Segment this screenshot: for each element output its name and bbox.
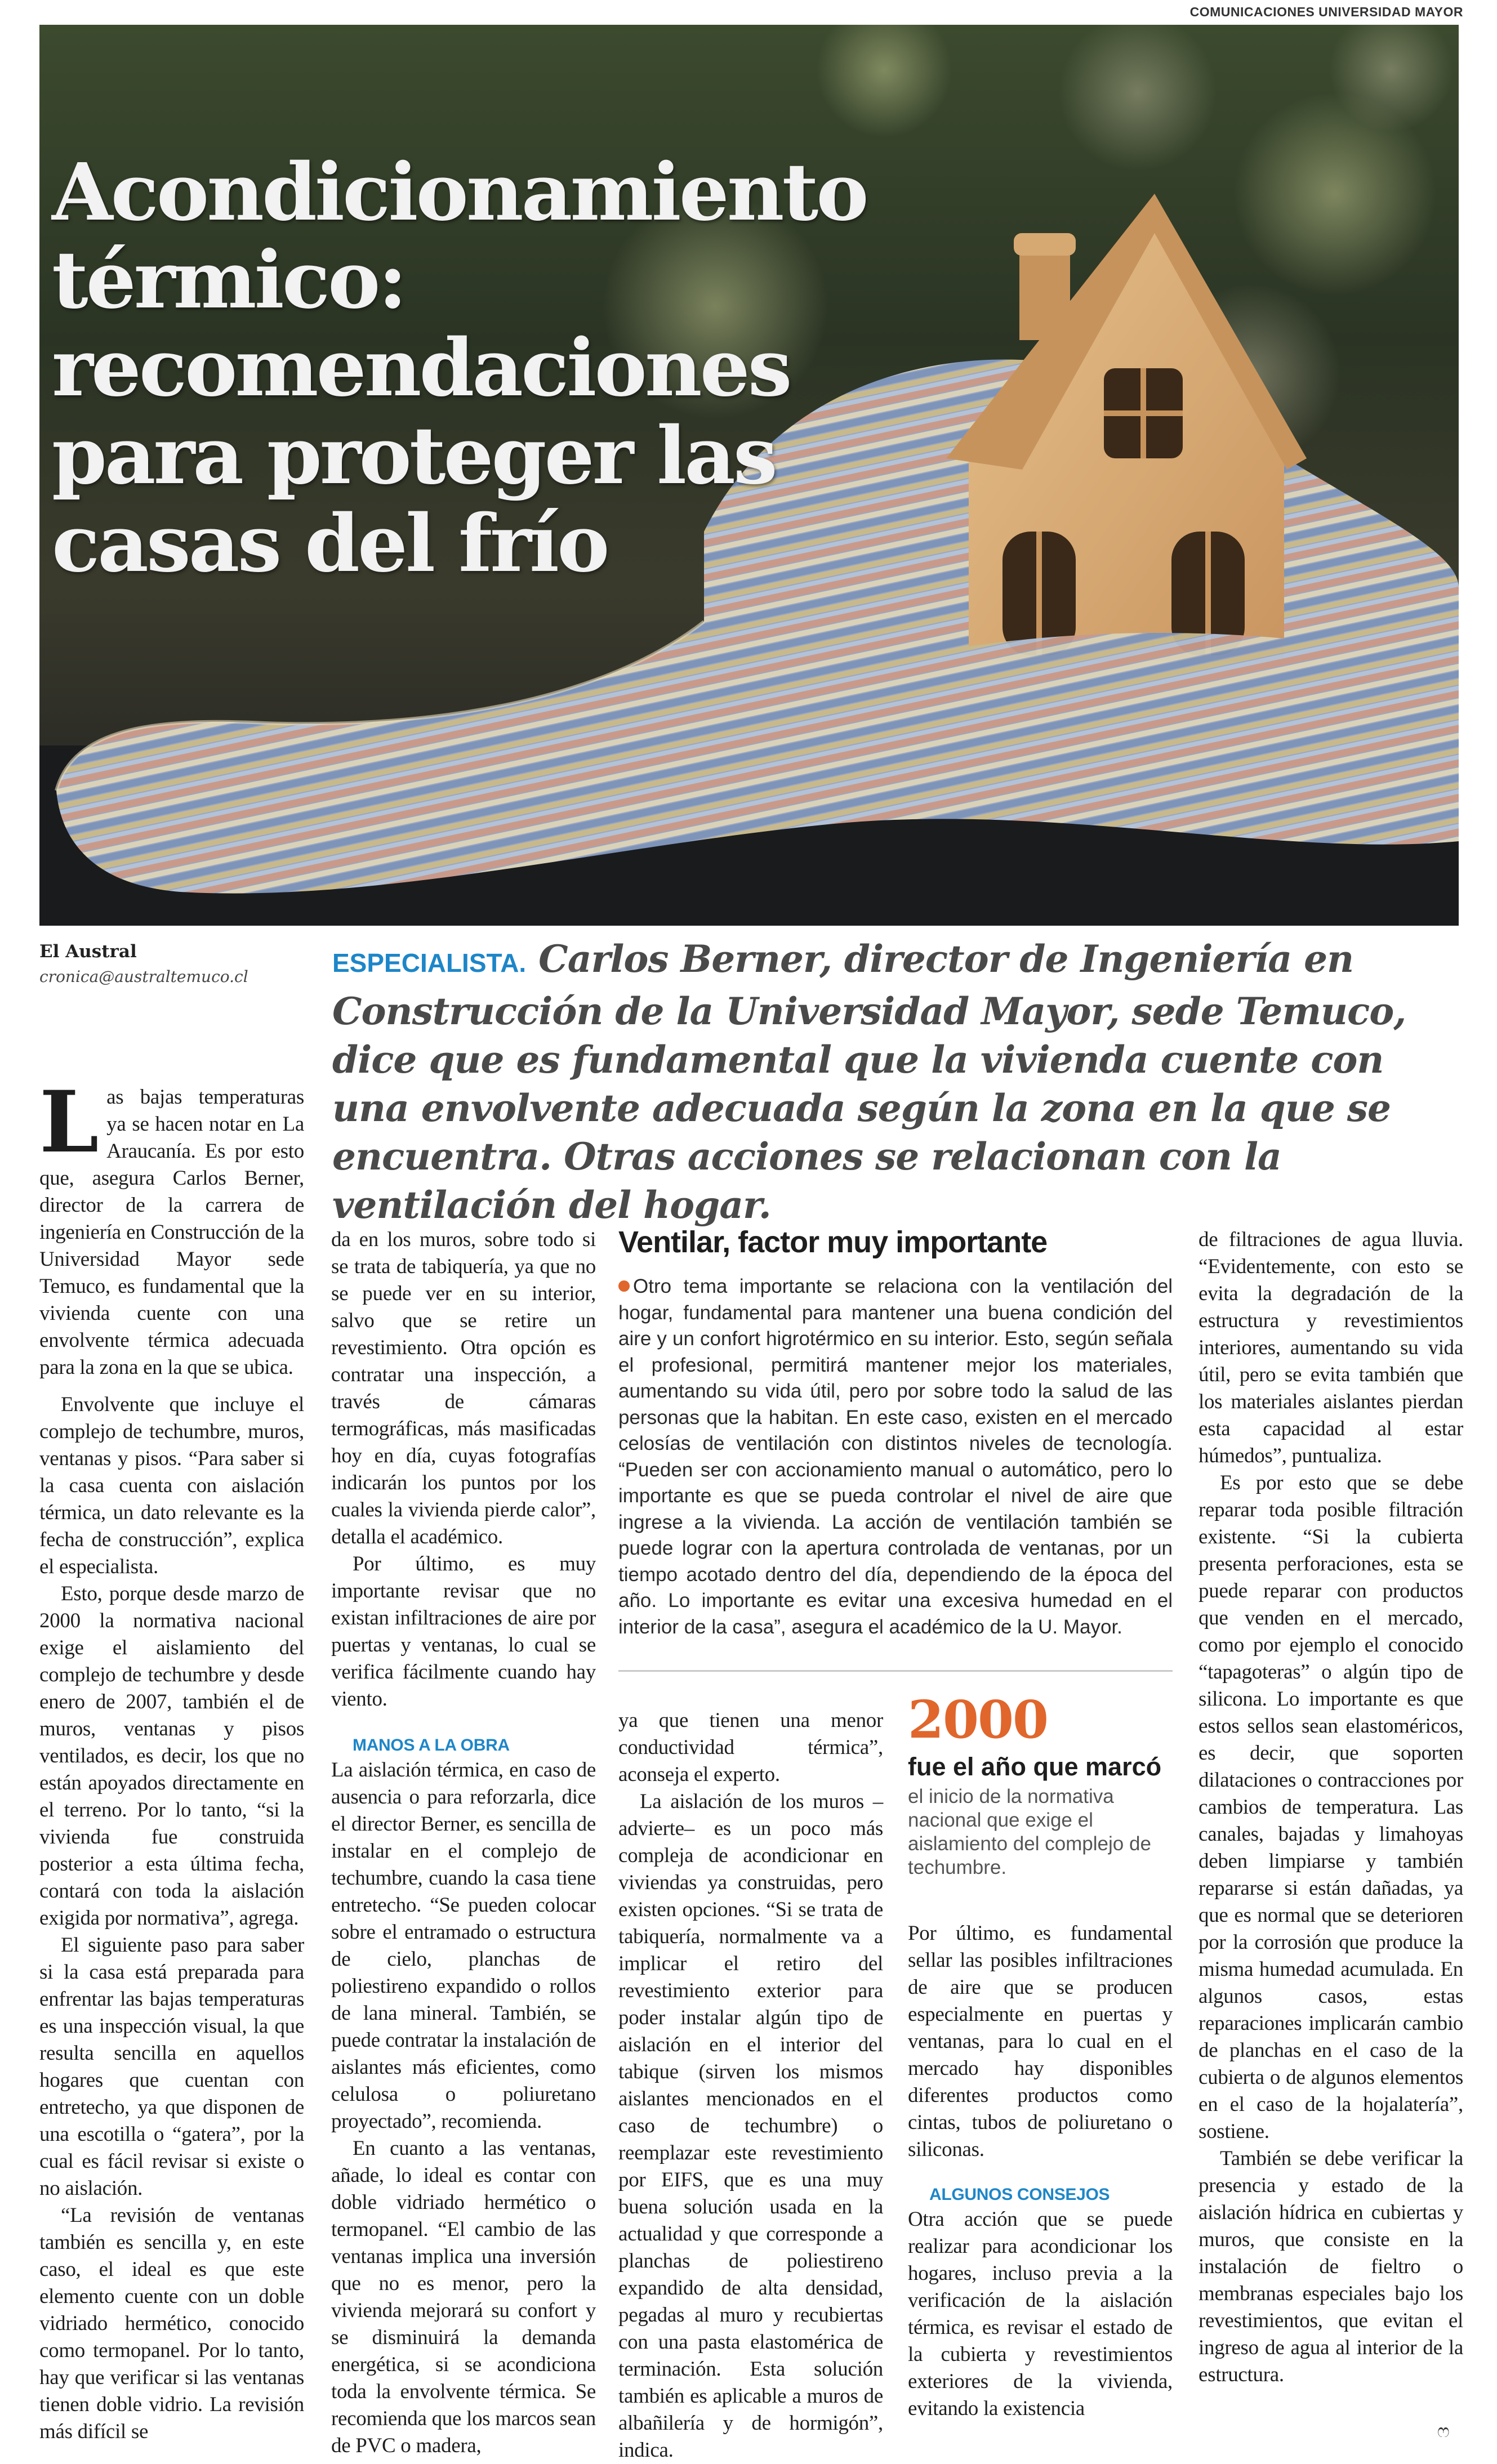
box-title: Ventilar, factor muy importante <box>618 1225 1048 1259</box>
subheading-algunos-consejos: ALGUNOS CONSEJOS <box>929 2185 1110 2204</box>
lead-tag: ESPECIALISTA. <box>332 948 527 977</box>
column-1 <box>39 1073 304 2445</box>
paragraph: También se debe verificar la presencia y estado de la aislación hídrica en cubiertas y muros, que consiste en la instalación de fieltro o membranas especiales bajo los revestimientos, que evitan el ingreso de agua al interior de la estructura. <box>1199 2147 1463 2386</box>
paragraph <box>39 1073 304 1381</box>
column-2 <box>331 1226 596 2459</box>
lead-text: Carlos Berner, director de Ingeniería en Construcción de la Universidad Mayor, sede Temuco, dice que es fundamental que la vivienda cuente con una envolvente adecuada según la zona en la que se encuentra. Otras acciones se relacionan con la ventilación del hogar. <box>332 937 1406 1227</box>
paragraph: La aislación térmica, en caso de ausencia o para reforzarla, dice el director Berner, es sencilla de instalar en el complejo de techumbre, cuando la casa tiene entretecho. “Se pueden colocar sobre el entramado o estructura de cielo, planchas de poliestireno expandido o rollos de lana mineral. También, se puede contratar la instalación de aislantes más eficientes, como celulosa o poliuretano proyectado”, recomienda. <box>331 1758 596 2133</box>
wooden-house-icon <box>946 194 1307 661</box>
byline-email[interactable]: cronica@australtemuco.cl <box>39 967 248 986</box>
column-5 <box>1199 1226 1463 2389</box>
divider <box>618 1670 1173 1672</box>
paragraph: ya que tienen una menor conductividad térmica”, aconseja el experto. <box>618 1709 883 1786</box>
paragraph: El siguiente paso para saber si la casa está preparada para enfrentar las bajas temperaturas es una inspección visual, la que resulta sencilla en aquellos hogares que cuentan con entretecho, ya que disponen de una escotilla o “gatera”, por la cual es fácil revisar si existe o no aislación. <box>39 1934 304 2200</box>
paragraph: de filtraciones de agua lluvia. “Evidentemente, con esto se evita la degradación de la estructura y revestimientos interiores, aumentando su vida útil, pero se evita también que los materiales aislantes pierdan esta capacidad al estar húmedos”, puntualiza. <box>1199 1228 1463 1467</box>
box-body: Otro tema importante se relaciona con la ventilación del hogar, fundamental para mantener una buena condición del aire y un confort higrotérmico en su interior. Esto, según señala el profesional, permitirá mantener mejor los materiales, aumentando su vida útil, pero por sobre todo la salud de las personas que la habitan. En este caso, existen en el mercado celosías de ventilación con distintos niveles de tecnología. “Pueden ser con accionamiento manual o automático, pero lo importante es que se pueda controlar el nivel de aire que ingrese a la vivienda. La acción de ventilación también se puede lograr con la apertura controlada de ventanas, por un tiempo acotado dentro del día, dependiendo de la época del año. Lo importante es evitar una excesiva humedad en el interior de la casa”, asegura el académico de la U. Mayor. <box>618 1275 1173 1638</box>
paragraph: Por último, es muy importante revisar que no existan infiltraciones de aire por puertas y ventanas, lo cual se verifica fácilmente cuando hay viento. <box>331 1552 596 1711</box>
byline-author: El Austral <box>39 941 137 962</box>
paragraph: En cuanto a las ventanas, añade, lo ideal es contar con doble vidriado hermético o termopanel. “El cambio de las ventanas implica una inversión que no es menor, pero la vivienda mejorará su confort y se disminuirá la demanda energética, si se acondiciona toda la envolvente térmica. Se recomienda que los marcos sean de PVC o madera, <box>331 2137 596 2457</box>
stat-headline: fue el año que marcó <box>908 1752 1162 1781</box>
paragraph: Otra acción que se puede realizar para acondicionar los hogares, incluso previa a la verificación de la aislación térmica, es revisar el estado de la cubierta y revestimientos exteriores de la vivienda, evitando la existencia <box>908 2208 1173 2420</box>
paragraph: Es por esto que se debe reparar toda posible filtración existente. “Si la cubierta presenta perforaciones, esta se puede reparar con productos que venden en el mercado, como por ejemplo el conocido “tapagoteras” o algún tipo de silicona. Lo importante es que estos sellos sean elastoméricos, es decir, que soporten dilataciones o contracciones por cambios de temperatura. Las canales, bajadas y limahoyas deben limpiarse y también repararse si están dañadas, ya que es normal que se deterioren por la corrosión que produce la misma humedad acumulada. En algunos casos, estas reparaciones implicarán cambio de planchas en el caso de la cubierta o de algunos elementos en el caso de la hojalatería”, sostiene. <box>1199 1471 1463 2143</box>
section-label: COMUNICACIONES UNIVERSIDAD MAYOR <box>1189 5 1463 19</box>
paragraph: Envolvente que incluye el complejo de techumbre, muros, ventanas y pisos. “Para saber si la casa cuenta con aislación térmica, un dato relevante es la fecha de construcción”, explica el especialista. <box>39 1393 304 1578</box>
hero-photo <box>39 25 1459 926</box>
box-text <box>618 1274 1173 1640</box>
end-mark-icon: ෆ <box>1437 2420 1450 2441</box>
stat-text: el inicio de la normativa nacional que exige el aislamiento del complejo de techumbre. <box>908 1785 1151 1878</box>
paragraph-text: as bajas temperaturas ya se hacen notar en La Araucanía. Es por esto que, asegura Carlos Berner, director de la carrera de ingeniería en Construcción de la Universidad Mayor sede Temuco, es fundamental que la vivienda cuente con una envolvente térmica adecuada para la zona en la que se ubica. <box>39 1086 304 1379</box>
paragraph: La aislación de los muros –advierte– es un poco más compleja de acondicionar en viviendas ya construidas, pero existen opciones. “Si se trata de tabiquería, normalmente va a implicar el retiro del revestimiento exterior para poder instalar algún tipo de aislación en el interior del tabique (sirven los mismos aislantes mencionados en el caso de techumbre) o reemplazar este revestimiento por EIFS, que es una muy buena solución usada en la actualidad y que corresponde a planchas de poliestireno expandido de alta densidad, pegadas al muro y recubiertas con una pasta elastomérica de terminación. Esta solución también es aplicable a muros de albañilería y de hormigón”, indica. <box>618 1790 883 2462</box>
column-3 <box>618 1707 883 2464</box>
paragraph: Por último, es fundamental sellar las posibles infiltraciones de aire que se producen especialmente en puertas y ventanas, para lo cual en el mercado hay disponibles diferentes productos como cintas, tubos de poliuretano o siliconas. <box>908 1922 1173 2161</box>
paragraph: “La revisión de ventanas también es sencilla y, en este caso, el ideal es que este elemento cuente con un doble vidriado hermético, conocido como termopanel. Por lo tanto, hay que verificar si las ventanas tienen doble vidrio. La revisión más difícil se <box>39 2204 304 2443</box>
stat-number: 2000 <box>908 1689 1048 1750</box>
bullet-dot-icon <box>618 1280 630 1292</box>
lead-paragraph <box>332 935 1470 1229</box>
paragraph: Esto, porque desde marzo de 2000 la normativa nacional exige el aislamiento del complejo de techumbre y desde enero de 2007, también el de muros, ventanas y pisos ventilados, es decir, los que no están apoyados directamente en el terreno. Por lo tanto, “si la vivienda fue construida posterior a esta última fecha, contará con toda la aislación exigida por normativa”, agrega. <box>39 1582 304 1930</box>
subheading-manos-a-la-obra: MANOS A LA OBRA <box>353 1736 510 1755</box>
paragraph: da en los muros, sobre todo si se trata de tabiquería, ya que no se puede ver en su interior, salvo que se retire un revestimiento. Otra opción es contratar una inspección, a través de cámaras termográficas, más masificadas hoy en día, cuyas fotografías indicarán los puntos por los cuales la vivienda pierde calor”, detalla el académico. <box>331 1228 596 1548</box>
column-4 <box>908 1920 1173 2422</box>
dropcap: L <box>39 1073 99 1172</box>
article-title: Acondicionamiento térmico: recomendaciones para proteger las casas del frío <box>52 146 867 590</box>
